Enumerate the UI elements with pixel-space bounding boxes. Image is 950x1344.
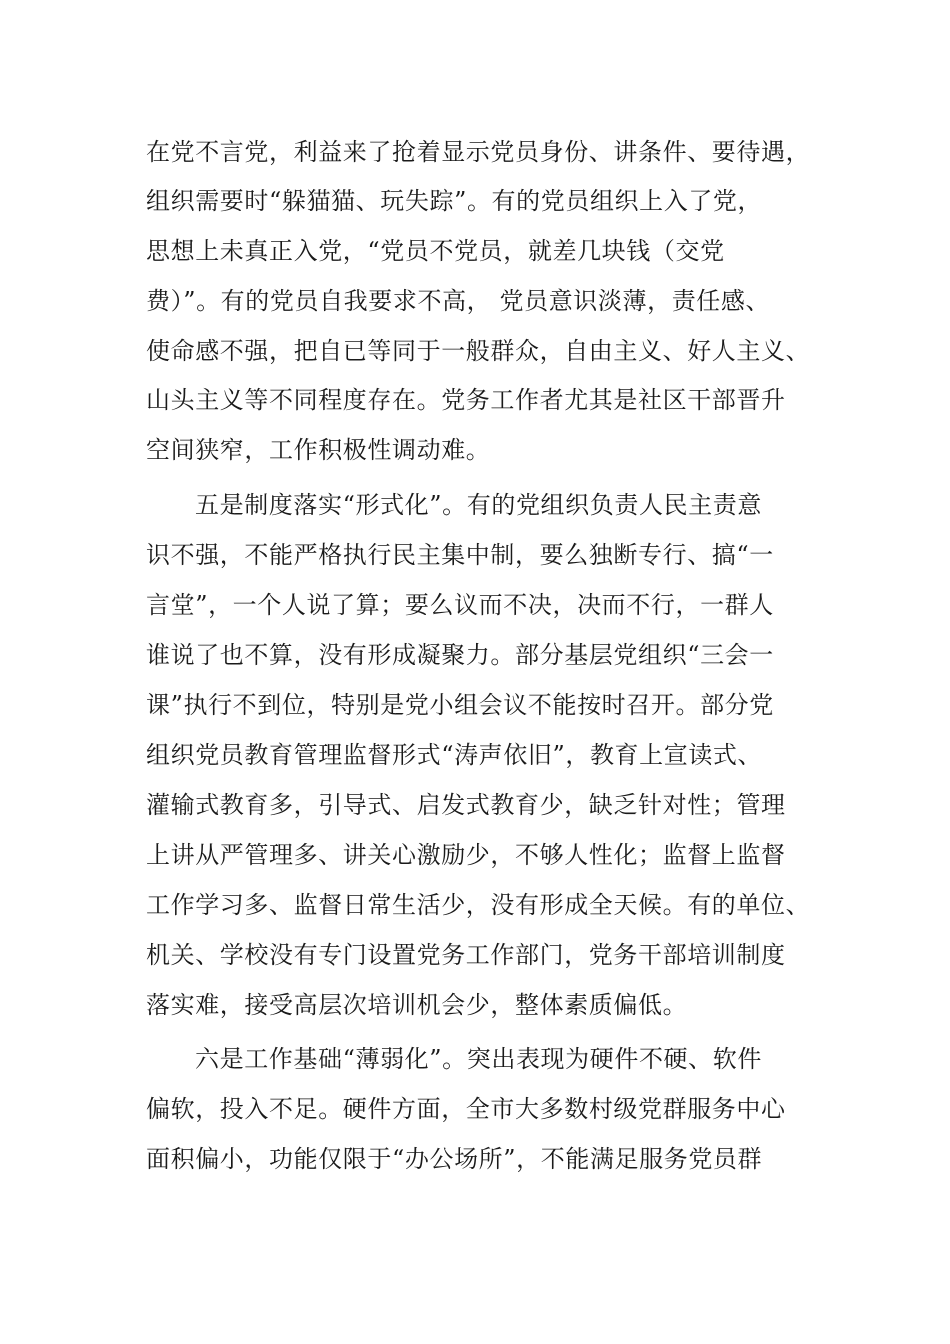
text-line: 落实难，接受高层次培训机会少，整体素质偏低。 <box>146 991 688 1019</box>
text-line: 面积偏小，功能仅限于“办公场所”，不能满足服务党员群 <box>146 1145 763 1173</box>
text-line: 上讲从严管理多、讲关心激励少，不够人性化；监督上监督 <box>146 841 786 869</box>
text-line: 在党不言党，利益来了抢着显示党员身份、讲条件、要待遇， <box>146 138 811 166</box>
text-line: 工作学习多、监督日常生活少，没有形成全天候。有的单位、 <box>146 891 811 919</box>
text-line: 组织党员教育管理监督形式“涛声依旧”，教育上宣读式、 <box>146 741 763 769</box>
text-line: 组织需要时“躲猫猫、玩失踪”。有的党员组织上入了党， <box>146 187 763 215</box>
text-line: 空间狭窄，工作积极性调动难。 <box>146 436 491 464</box>
paragraph-start-line: 五是制度落实“形式化”。有的党组织负责人民主责意 <box>195 491 762 519</box>
text-line: 费）”。有的党员自我要求不高， 党员意识淡薄，责任感、 <box>146 287 771 315</box>
text-line: 识不强，不能严格执行民主集中制，要么独断专行、搞“一 <box>146 541 774 569</box>
text-line: 言堂”，一个人说了算；要么议而不决，决而不行，一群人 <box>146 591 774 619</box>
text-line: 机关、学校没有专门设置党务工作部门，党务干部培训制度 <box>146 941 786 969</box>
text-line: 使命感不强，把自已等同于一般群众，自由主义、好人主义、 <box>146 337 811 365</box>
text-line: 灌输式教育多，引导式、启发式教育少，缺乏针对性；管理 <box>146 791 786 819</box>
paragraph-start-line: 六是工作基础“薄弱化”。突出表现为硬件不硬、软件 <box>195 1045 762 1073</box>
text-line: 谁说了也不算，没有形成凝聚力。部分基层党组织“三会一 <box>146 641 774 669</box>
text-line: 山头主义等不同程度存在。党务工作者尤其是社区干部晋升 <box>146 386 786 414</box>
text-line: 思想上未真正入党，“党员不党员，就差几块钱（交党 <box>146 237 725 265</box>
text-line: 偏软，投入不足。硬件方面，全市大多数村级党群服务中心 <box>146 1095 786 1123</box>
text-line: 课”执行不到位，特别是党小组会议不能按时召开。部分党 <box>146 691 774 719</box>
